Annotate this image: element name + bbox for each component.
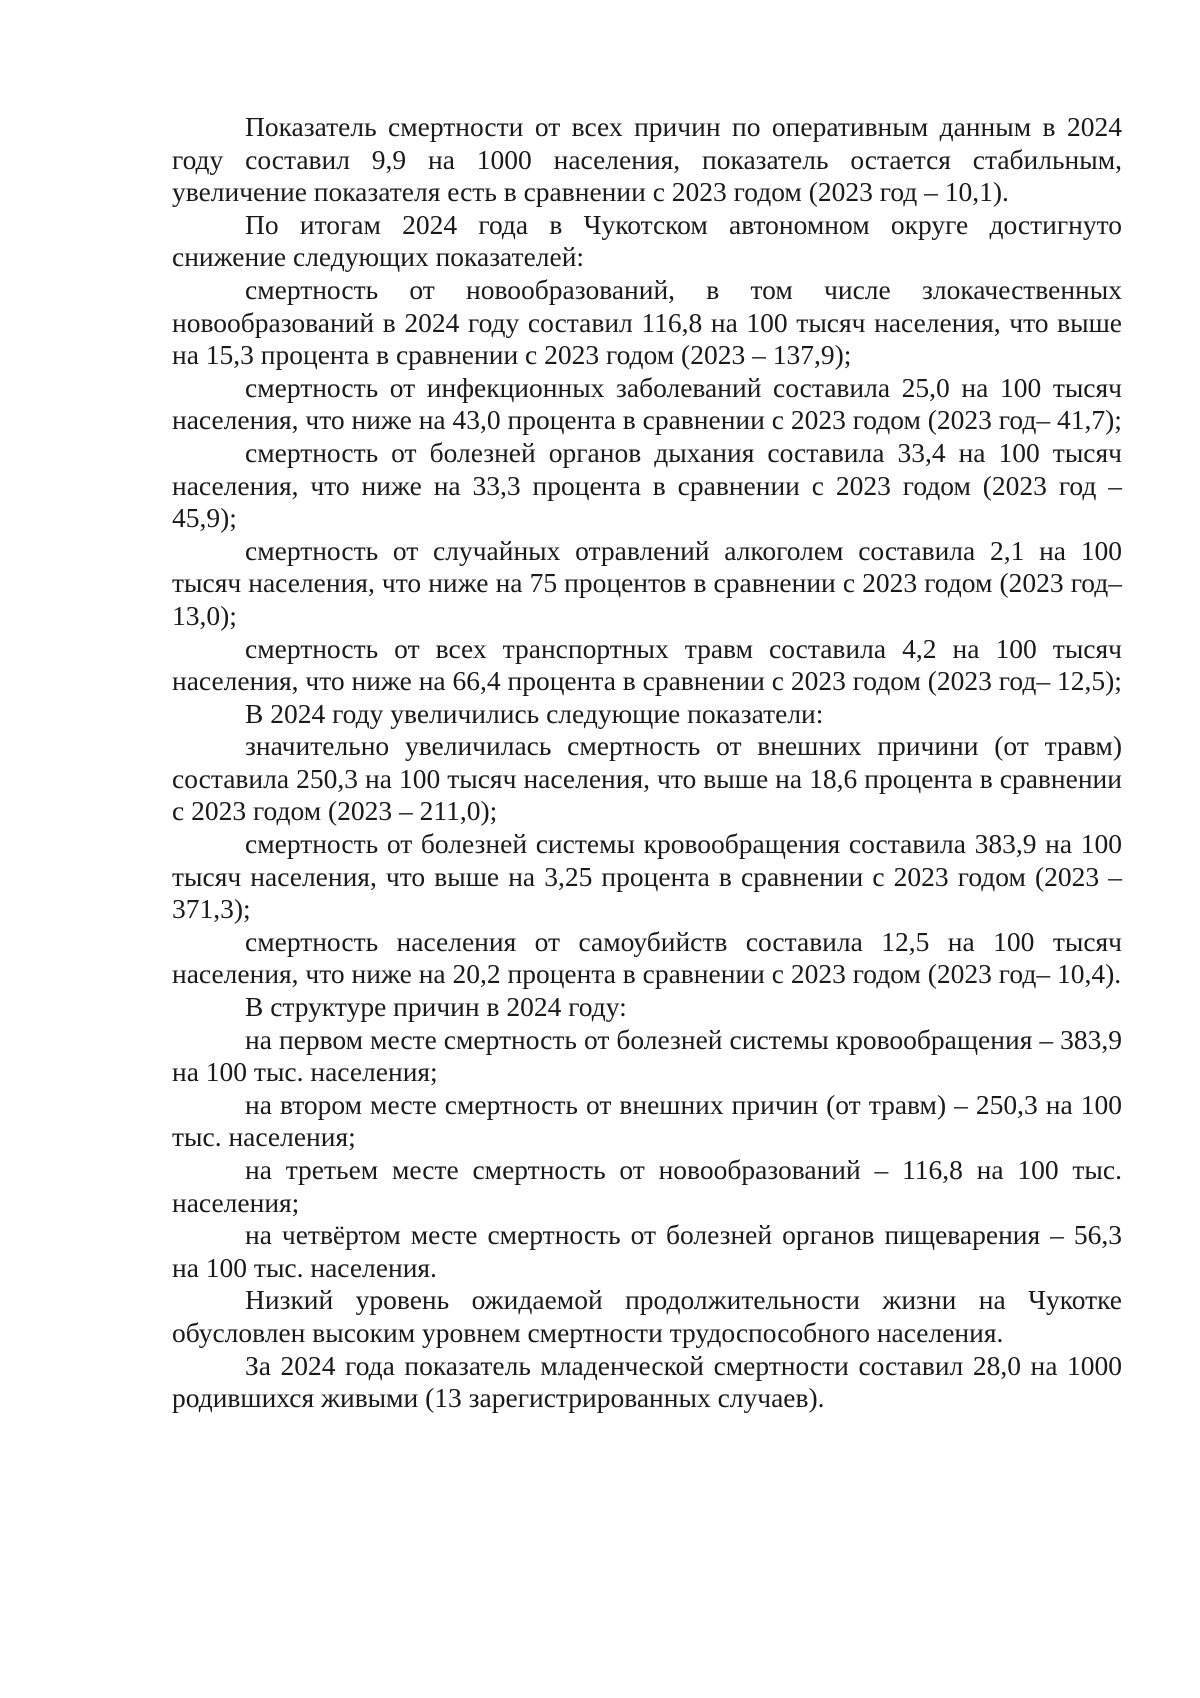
paragraph-infectious: смертность от инфекционных заболеваний составила 25,0 на 100 тысяч населения, что ниже на 43,0 процента в сравнении с 2023 годом (2023 год– 41,7); (172, 371, 1122, 436)
paragraph-fourth-place: на четвёртом месте смертность от болезней органов пищеварения – 56,3 на 100 тыс. населения. (172, 1219, 1122, 1283)
document-body (172, 111, 1122, 1415)
paragraph-life-expectancy: Низкий уровень ожидаемой продолжительности жизни на Чукотке обусловлен высоким уровнем смертности трудоспособного населения. (172, 1284, 1122, 1348)
paragraph-total-mortality: Показатель смертности от всех причин по оперативным данным в 2024 году составил 9,9 на 1000 населения, показатель остается стабильным, увеличение показателя есть в сравнении с 2023 годом (2023 год – 10,1). (172, 111, 1122, 208)
paragraph-second-place: на втором месте смертность от внешних причин (от травм) – 250,3 на 100 тыс. населения; (172, 1088, 1122, 1153)
paragraph-respiratory: смертность от болезней органов дыхания составила 33,4 на 100 тысяч населения, что ниже на 33,3 процента в сравнении с 2023 годом (2023 год – 45,9); (172, 436, 1122, 534)
paragraph-transport-injuries: смертность от всех транспортных травм составила 4,2 на 100 тысяч населения, что ниже на 66,4 процента в сравнении с 2023 годом (2023 год– 12,5); (172, 632, 1122, 697)
paragraph-infant-mortality: За 2024 года показатель младенческой смертности составил 28,0 на 1000 родившихся живыми (13 зарегистрированных случаев). (172, 1349, 1122, 1414)
paragraph-structure-intro: В структуре причин в 2024 году: (245, 991, 627, 1023)
paragraph-alcohol-poisoning: смертность от случайных отравлений алкоголем составила 2,1 на 100 тысяч населения, что ниже на 75 процентов в сравнении с 2023 годом (2023 год– 13,0); (172, 534, 1122, 631)
paragraph-neoplasms: смертность от новообразований, в том числе злокачественных новообразований в 2024 году составил 116,8 на 100 тысяч населения, что выше на 15,3 процента в сравнении с 2023 годом (2023 – 137,9); (172, 273, 1122, 371)
paragraph-increase-intro: В 2024 году увеличились следующие показатели: (245, 697, 824, 729)
paragraph-decrease-intro: По итогам 2024 года в Чукотском автономном округе достигнуто снижение следующих показателей: (172, 208, 1122, 273)
paragraph-third-place: на третьем месте смертность от новообразований – 116,8 на 100 тыс. населения; (172, 1154, 1122, 1218)
paragraph-suicides: смертность населения от самоубийств составила 12,5 на 100 тысяч населения, что ниже на 20,2 процента в сравнении с 2023 годом (2023 год– 10,4). (172, 925, 1122, 990)
paragraph-circulatory: смертность от болезней системы кровообращения составила 383,9 на 100 тысяч населения, что выше на 3,25 процента в сравнении с 2023 годом (2023 – 371,3); (172, 828, 1122, 925)
paragraph-first-place: на первом месте смертность от болезней системы кровообращения – 383,9 на 100 тыс. населения; (172, 1023, 1122, 1088)
paragraph-external-causes: значительно увеличилась смертность от внешних причини (от травм) составила 250,3 на 100 тысяч населения, что выше на 18,6 процента в сравнении с 2023 годом (2023 – 211,0); (172, 730, 1122, 827)
